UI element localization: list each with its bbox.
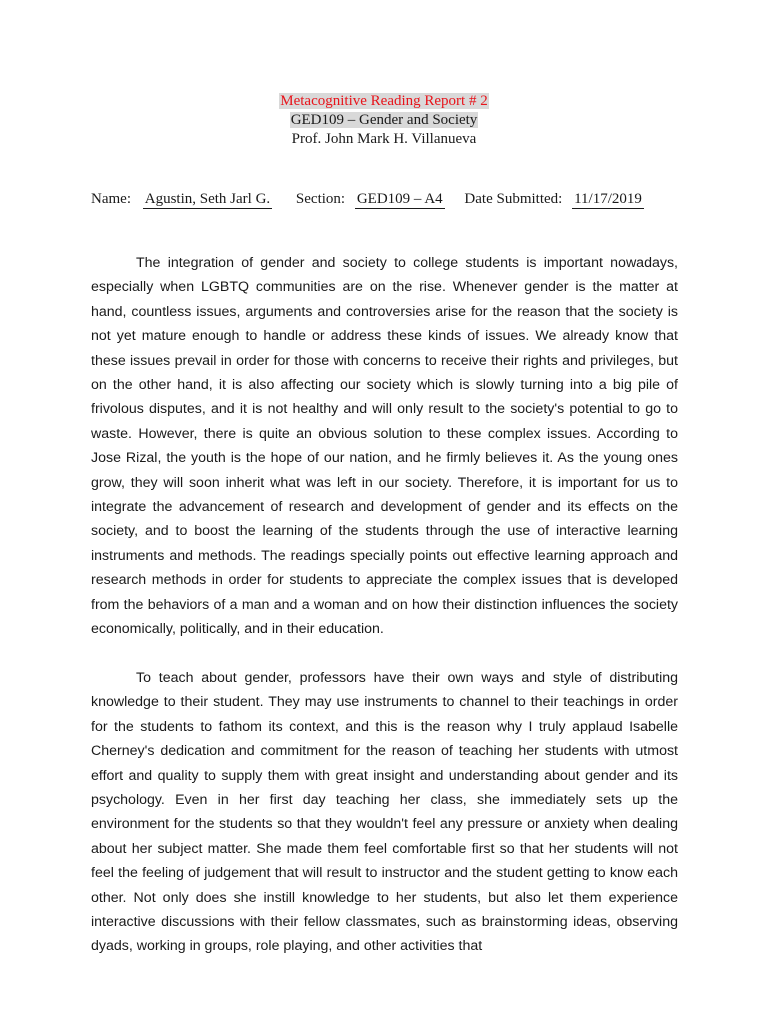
professor-name: Prof. John Mark H. Villanueva [291, 131, 477, 147]
section-value: GED109 – A4 [356, 191, 443, 207]
name-value: Agustin, Seth Jarl G. [144, 191, 271, 207]
name-label: Name: [91, 191, 131, 207]
date-label: Date Submitted: [464, 191, 563, 207]
date-value: 11/17/2019 [574, 191, 642, 207]
course-title: GED109 – Gender and Society [290, 112, 478, 128]
student-info-row [91, 191, 691, 209]
paragraph: To teach about gender, professors have their own ways and style of distributing knowledge to their student. They may use instruments to channel to their teachings in order for the students to fathom its context, and this is the reason why I truly applaud Isabelle Cherney's dedication and commitment for the reason of teaching her students with utmost effort and quality to supply them with great insight and understanding about gender and its psychology. Even in her first day teaching her class, she immediately sets up the environment for the students so that they wouldn't feel any pressure or anxiety when dealing about her subject matter. She made them feel comfortable first so that her students will not feel the feeling of judgement that will result to instructor and the student getting to know each other. Not only does she instill knowledge to her students, but also let them experience interactive discussions with their fellow classmates, such as brainstorming ideas, observing dyads, working in groups, role playing, and other activities that [91, 669, 678, 955]
report-body [91, 251, 678, 959]
section-label: Section: [295, 191, 346, 207]
paragraph: The integration of gender and society to college students is important nowadays, especially when LGBTQ communities are on the rise. Whenever gender is the matter at hand, countless issues, arguments and controversies arise for the reason that the society is not yet mature enough to handle or address these kinds of issues. We already know that these issues prevail in order for those with concerns to receive their rights and privileges, but on the other hand, it is also affecting our society which is slowly turning into a big pile of frivolous disputes, and it is not healthy and will only result to the society's potential to go to waste. However, there is quite an obvious solution to these complex issues. According to Jose Rizal, the youth is the hope of our nation, and he firmly believes it. As the young ones grow, they will soon inherit what was left in our society. Therefore, it is important for us to integrate the advancement of research and development of gender and its effects on the society, and to boost the learning of the students through the use of interactive learning instruments and methods. The readings specially points out effective learning approach and research methods in order for students to appreciate the complex issues that is developed from the behaviors of a man and a woman and on how their distinction influences the society economically, politically, and in their education. [91, 255, 678, 638]
report-title: Metacognitive Reading Report # 2 [280, 93, 488, 109]
report-header [0, 92, 768, 149]
